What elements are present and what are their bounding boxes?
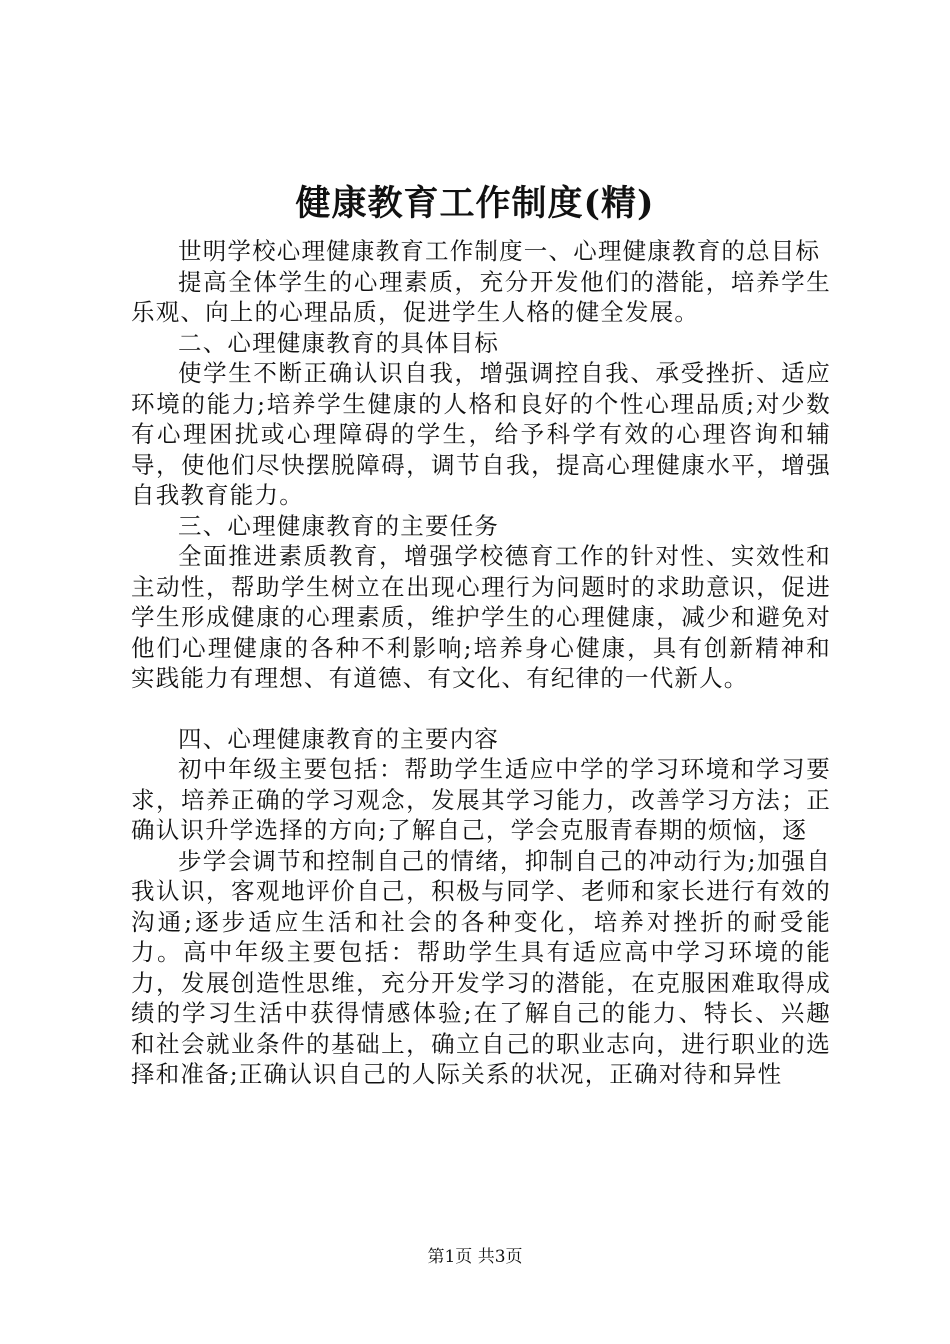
heading-specific-goals: 二、心理健康教育的具体目标 xyxy=(178,328,500,357)
paragraph-overall-goal: 世明学校心理健康教育工作制度一、心理健康教育的总目标 xyxy=(178,237,821,265)
paragraph-specific-goals-content: 使学生不断正确认识自我，增强调控自我、承受挫折、适应环境的能力;培养学生健康的人格和良好的个性心理品质;对少数有心理困扰或心理障碍的学生，给予科学有效的心理咨询和辅导，使他们尽快摆脱障碍，调节自我，提高心理健康水平，增强自我教育能力。 xyxy=(131,359,831,509)
paragraph-junior-content: 初中年级主要包括：帮助学生适应中学的学习环境和学习要求，培养正确的学习观念，发展其学习能力，改善学习方法；正确认识升学选择的方向;了解自己，学会克服青春期的烦恼，逐 xyxy=(131,755,831,844)
paragraph-overall-goal-content: 提高全体学生的心理素质，充分开发他们的潜能，培养学生乐观、向上的心理品质，促进学生人格的健全发展。 xyxy=(131,267,831,326)
paragraph-continued-content: 步学会调节和控制自己的情绪，抑制自己的冲动行为;加强自我认识，客观地评价自己，积极与同学、老师和家长进行有效的沟通;逐步适应生活和社会的各种变化，培养对挫折的耐受能力。高中年级主要包括：帮助学生具有适应高中学习环境的能力，发展创造性思维，充分开发学习的潜能，在克服困难取得成绩的学习生活中获得情感体验;在了解自己的能力、特长、兴趣和社会就业条件的基础上，确立自己的职业志向，进行职业的选择和准备;正确认识自己的人际关系的状况，正确对待和异性 xyxy=(131,846,831,1088)
document-body xyxy=(131,236,831,1090)
heading-main-tasks: 三、心理健康教育的主要任务 xyxy=(178,511,500,540)
heading-main-content: 四、心理健康教育的主要内容 xyxy=(178,724,500,753)
page-title: 健康教育工作制度(精) xyxy=(295,183,655,224)
paragraph-main-tasks-content: 全面推进素质教育，增强学校德育工作的针对性、实效性和主动性，帮助学生树立在出现心理行为问题时的求助意识，促进学生形成健康的心理素质，维护学生的心理健康，减少和避免对他们心理健康的各种不利影响;培养身心健康，具有创新精神和实践能力有理想、有道德、有文化、有纪律的一代新人。 xyxy=(131,542,831,692)
page-number: 第1页 共3页 xyxy=(427,1247,523,1267)
